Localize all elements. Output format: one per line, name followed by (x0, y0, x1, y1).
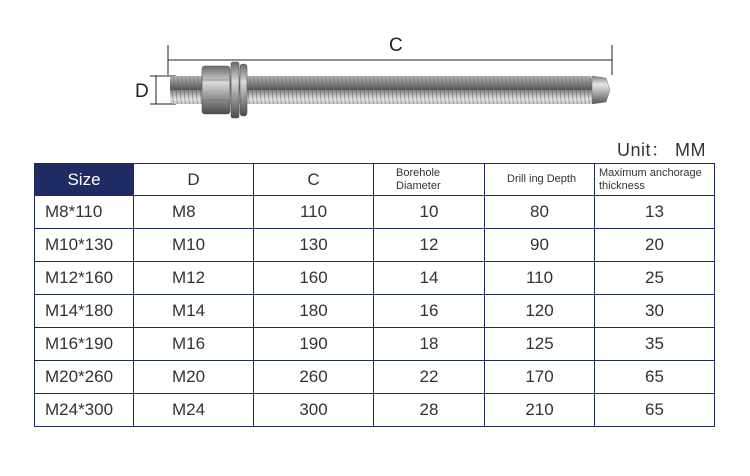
cell-d: M24 (134, 394, 254, 427)
cell-max-anchorage-thickness: 13 (595, 196, 715, 229)
unit-label: Unit： MM (617, 140, 706, 160)
cell-max-anchorage-thickness: 20 (595, 229, 715, 262)
cell-borehole-diameter: 12 (374, 229, 485, 262)
cell-size: M16*190 (35, 328, 134, 361)
cell-max-anchorage-thickness: 65 (595, 361, 715, 394)
cell-drilling-depth: 120 (485, 295, 595, 328)
cell-max-anchorage-thickness: 30 (595, 295, 715, 328)
cell-d: M8 (134, 196, 254, 229)
cell-size: M14*180 (35, 295, 134, 328)
specification-table (34, 163, 715, 427)
cell-c: 300 (254, 394, 374, 427)
table-row (35, 328, 715, 361)
table-row (35, 295, 715, 328)
header-drilling-depth: Drill ing Depth (485, 164, 595, 196)
cell-drilling-depth: 80 (485, 196, 595, 229)
anchor-bolt-illustration (0, 0, 750, 140)
cell-drilling-depth: 110 (485, 262, 595, 295)
header-borehole-diameter: Borehole Diameter (374, 164, 485, 196)
cell-c: 160 (254, 262, 374, 295)
header-d: D (134, 164, 254, 196)
cell-drilling-depth: 125 (485, 328, 595, 361)
cell-c: 110 (254, 196, 374, 229)
cell-c: 130 (254, 229, 374, 262)
cell-size: M20*260 (35, 361, 134, 394)
cell-max-anchorage-thickness: 35 (595, 328, 715, 361)
cell-size: M12*160 (35, 262, 134, 295)
cell-d: M20 (134, 361, 254, 394)
washer (231, 62, 239, 118)
cell-c: 180 (254, 295, 374, 328)
cell-drilling-depth: 170 (485, 361, 595, 394)
table-row (35, 262, 715, 295)
cell-d: M12 (134, 262, 254, 295)
cell-borehole-diameter: 14 (374, 262, 485, 295)
header-c: C (254, 164, 374, 196)
cell-borehole-diameter: 28 (374, 394, 485, 427)
cell-size: M8*110 (35, 196, 134, 229)
cell-drilling-depth: 210 (485, 394, 595, 427)
cell-borehole-diameter: 22 (374, 361, 485, 394)
cell-d: M10 (134, 229, 254, 262)
cell-max-anchorage-thickness: 25 (595, 262, 715, 295)
cell-borehole-diameter: 16 (374, 295, 485, 328)
cell-c: 260 (254, 361, 374, 394)
table-row (35, 229, 715, 262)
header-size: Size (35, 164, 134, 196)
cell-borehole-diameter: 10 (374, 196, 485, 229)
table-header-row (35, 164, 715, 196)
dimension-c-label: C (389, 35, 403, 56)
cell-d: M14 (134, 295, 254, 328)
cell-d: M16 (134, 328, 254, 361)
table-row (35, 361, 715, 394)
table-row (35, 394, 715, 427)
table-row (35, 196, 715, 229)
cell-size: M10*130 (35, 229, 134, 262)
cell-borehole-diameter: 18 (374, 328, 485, 361)
header-max-anchorage-thickness: Maximum anchorage thickness (595, 164, 715, 196)
cell-drilling-depth: 90 (485, 229, 595, 262)
dimension-d-label: D (135, 81, 149, 102)
hex-nut (202, 66, 230, 114)
cell-size: M24*300 (35, 394, 134, 427)
cell-c: 190 (254, 328, 374, 361)
spring-washer (240, 64, 247, 116)
cell-max-anchorage-thickness: 65 (595, 394, 715, 427)
